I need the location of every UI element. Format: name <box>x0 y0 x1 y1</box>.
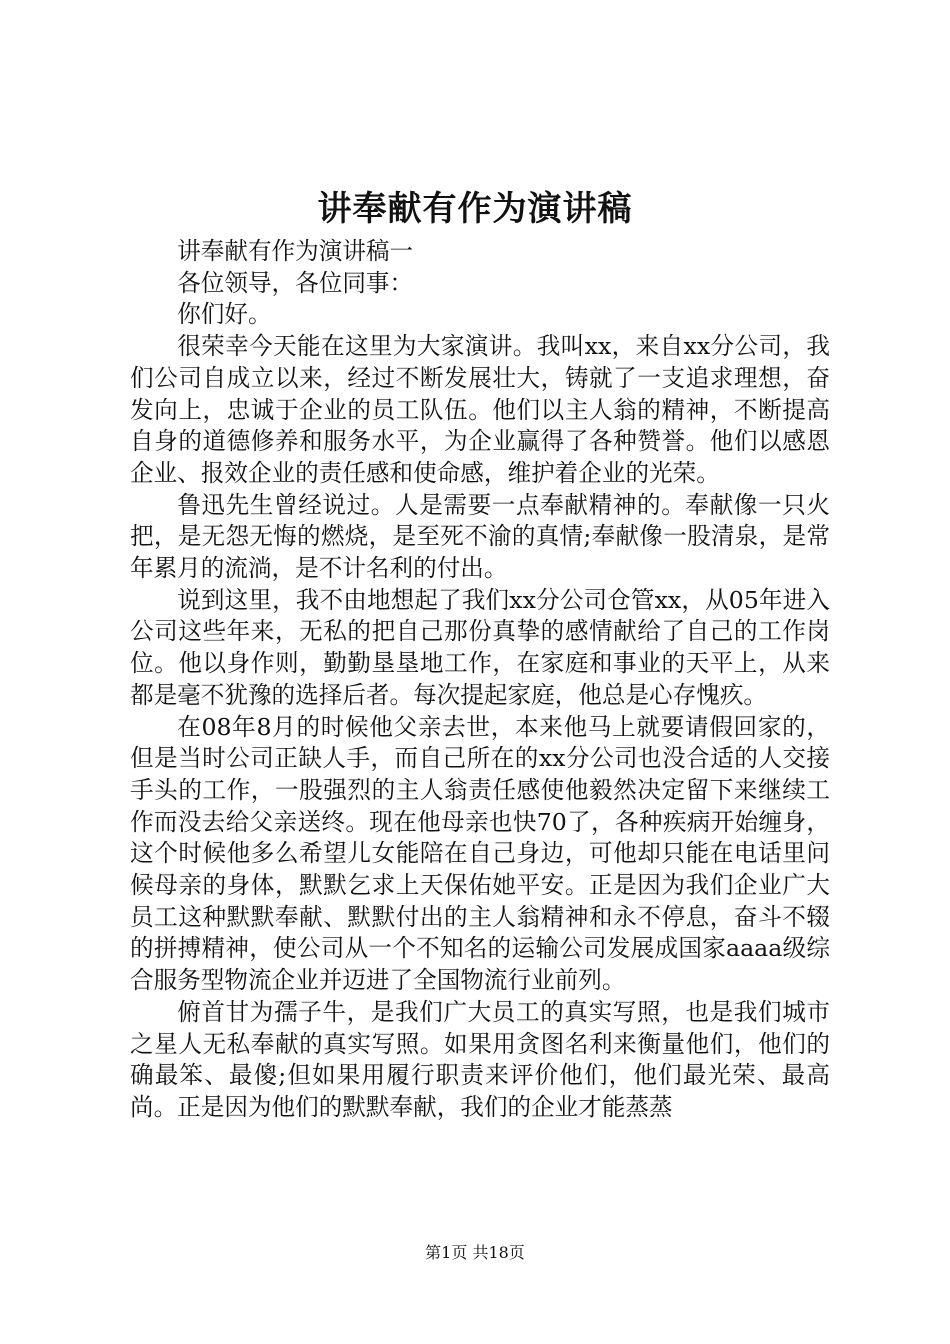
document-body <box>130 236 830 1124</box>
paragraph-heading: 讲奉献有作为演讲稿一 <box>177 237 414 265</box>
paragraph-intro: 很荣幸今天能在这里为大家演讲。我叫xx，来自xx分公司，我们公司自成立以来，经过不断发展壮大，铸就了一支追求理想，奋发向上，忠诚于企业的员工队伍。他们以主人翁的精神，不断提高自身的道德修养和服务水平，为企业赢得了各种赞誉。他们以感恩企业、报效企业的责任感和使命感，维护着企业的光荣。 <box>130 332 830 487</box>
document-title: 讲奉献有作为演讲稿 <box>317 189 633 229</box>
paragraph-salutation: 各位领导，各位同事： <box>177 268 414 297</box>
paragraph-conclusion: 俯首甘为孺子牛，是我们广大员工的真实写照，也是我们城市之星人无私奉献的真实写照。如果用贪图名利来衡量他们，他们的确最笨、最傻;但如果用履行职责来评价他们，他们最光荣、最高尚。正是因为他们的默默奉献，我们的企业才能蒸蒸 <box>130 997 830 1121</box>
paragraph-lu-xun: 鲁迅先生曾经说过。人是需要一点奉献精神的。奉献像一只火把，是无怨无悔的燃烧，是至死不渝的真情;奉献像一股清泉，是常年累月的流淌，是不计名利的付出。 <box>130 490 830 583</box>
paragraph-story: 在08年8月的时候他父亲去世，本来他马上就要请假回家的，但是当时公司正缺人手，而自己所在的xx分公司也没合适的人交接手头的工作，一股强烈的主人翁责任感使他毅然决定留下来继续工作而没去给父亲送终。现在他母亲也快70了，各种疾病开始缠身，这个时候他多么希望儿女能陪在自己身边，可他却只能在电话里问候母亲的身体，默默乞求上天保佑她平安。正是因为我们企业广大员工这种默默奉献、默默付出的主人翁精神和永不停息，奋斗不辍的拼搏精神，使公司从一个不知名的运输公司发展成国家aaaa级综合服务型物流企业并迈进了全国物流行业前列。 <box>130 712 830 995</box>
page-footer: 第1页 共18页 <box>425 1243 525 1262</box>
paragraph-greeting: 你们好。 <box>177 300 272 329</box>
paragraph-example: 说到这里，我不由地想起了我们xx分公司仓管xx，从05年进入公司这些年来，无私的把自己那份真挚的感情献给了自己的工作岗位。他以身作则，勤勤垦垦地工作，在家庭和事业的天平上，从来都是毫不犹豫的选择后者。每次提起家庭，他总是心存愧疚。 <box>130 585 830 709</box>
